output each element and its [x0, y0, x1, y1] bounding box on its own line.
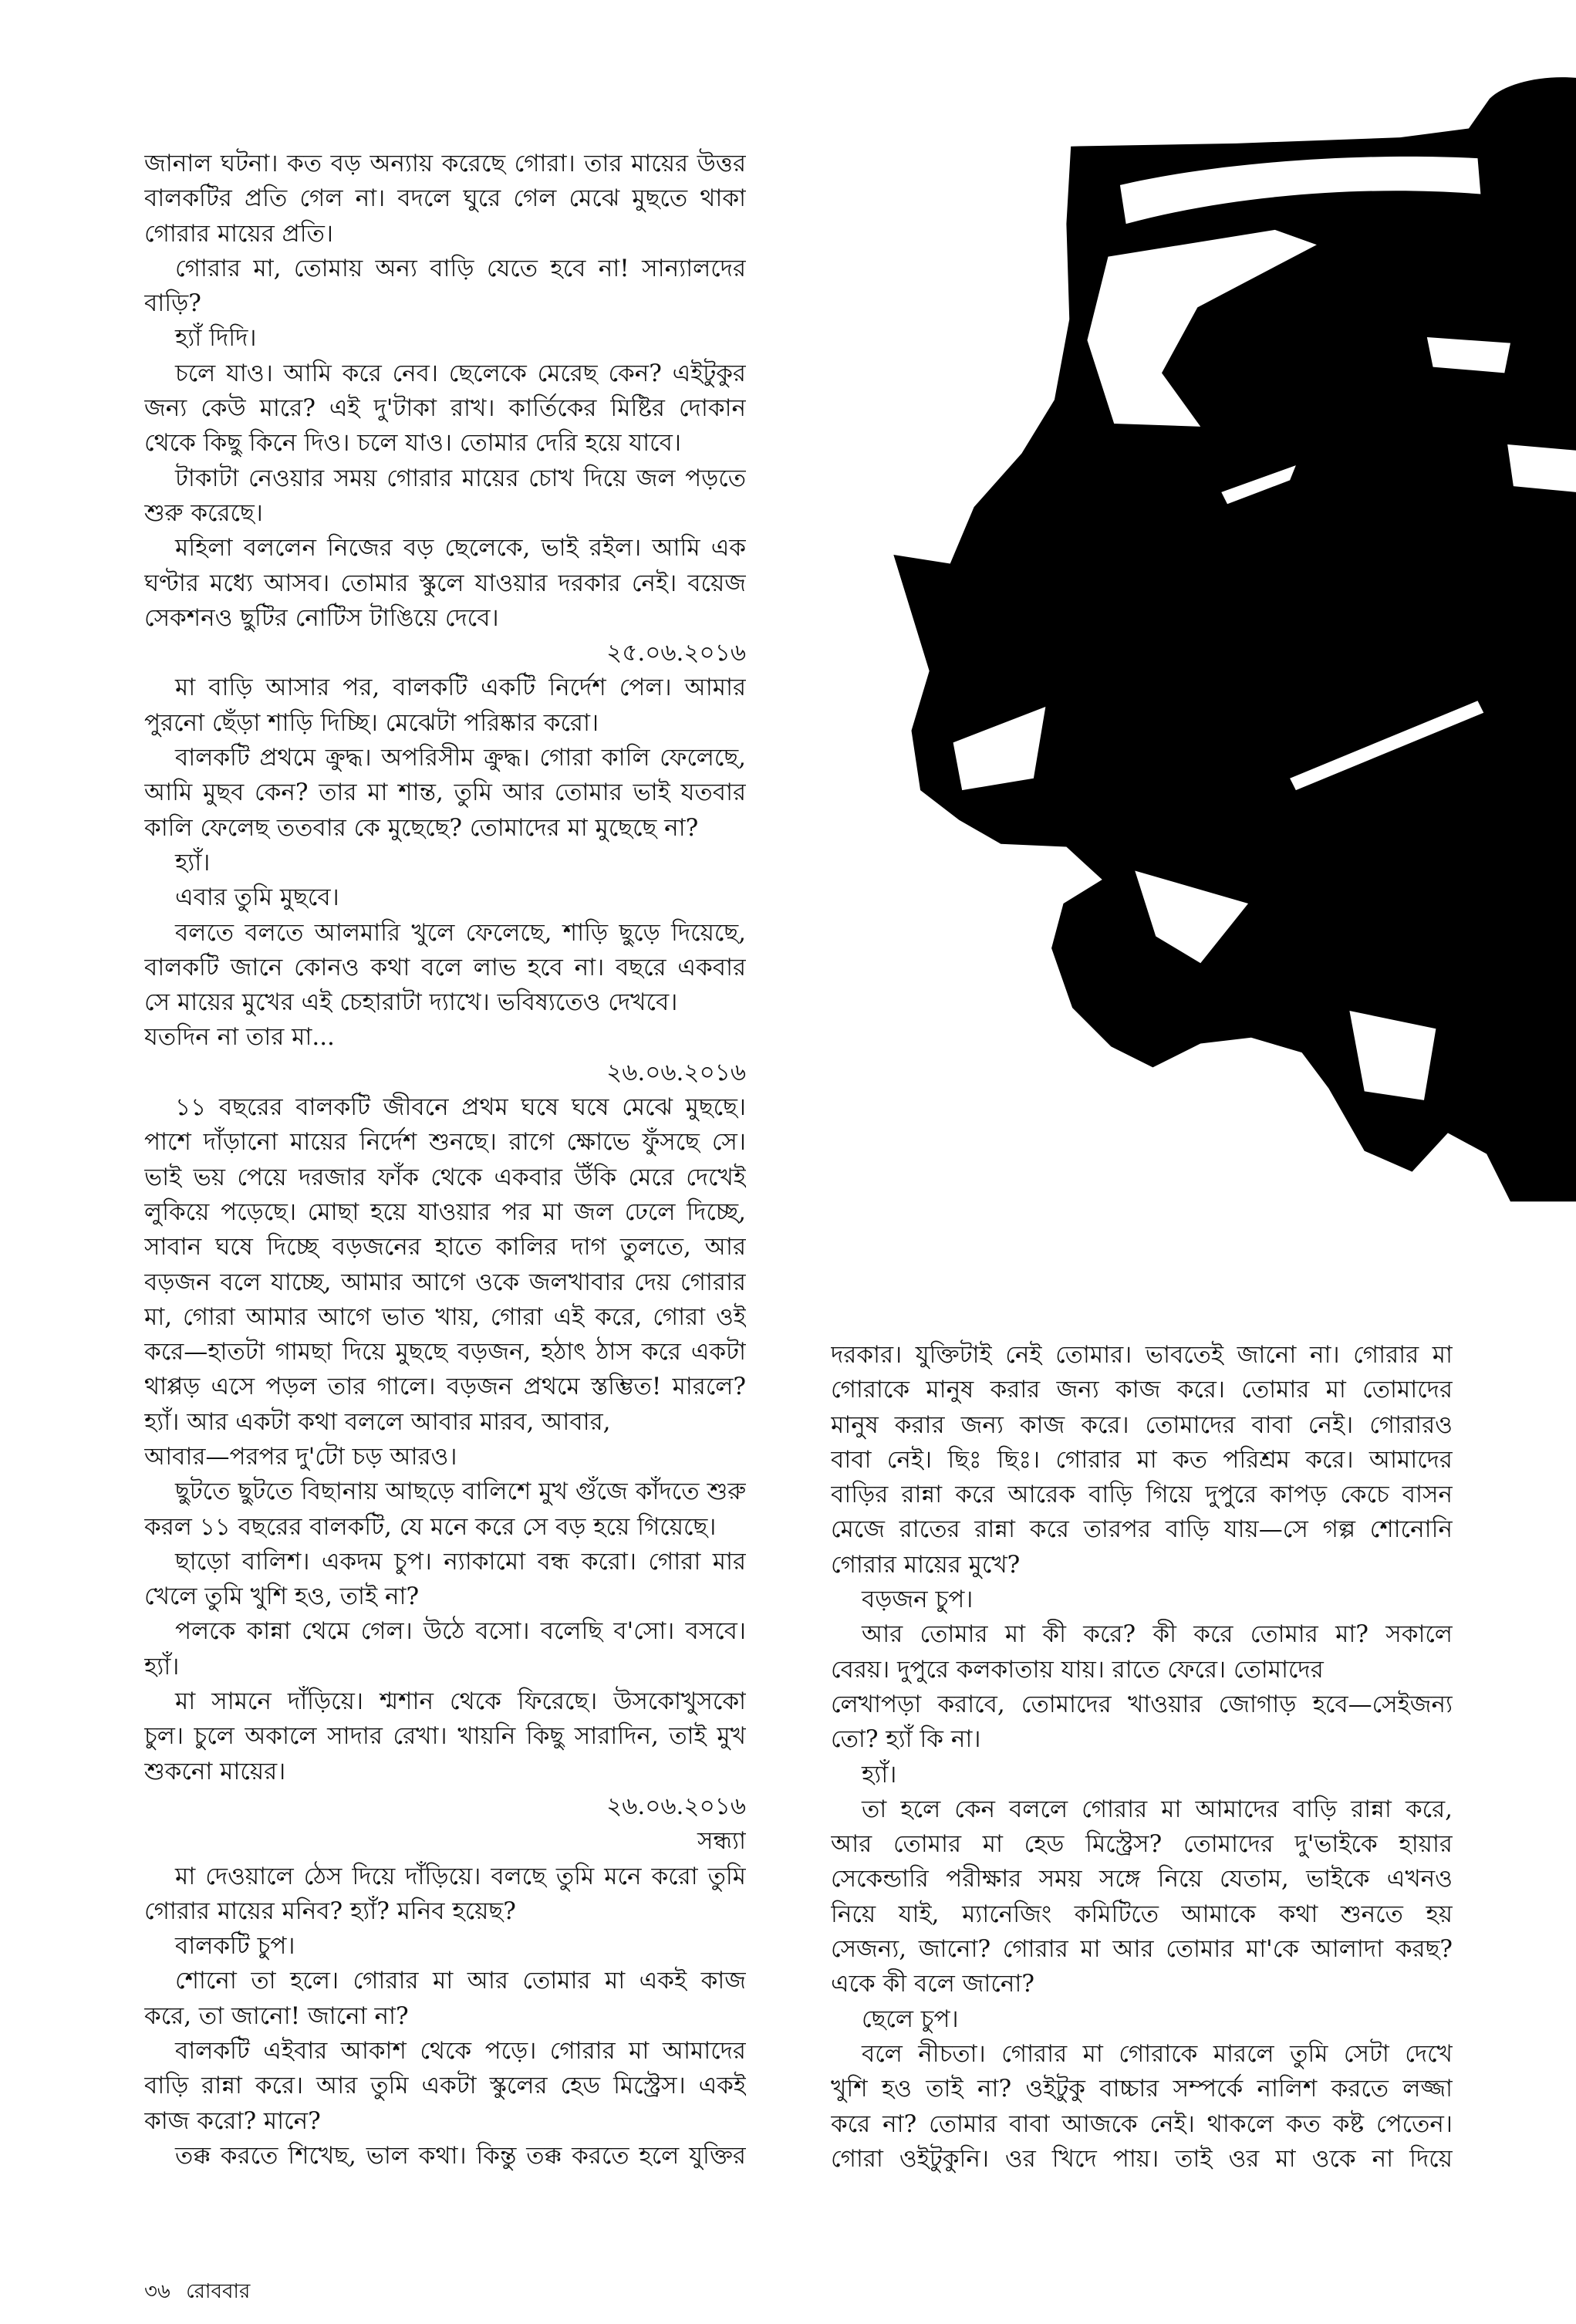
text-line: হ্যাঁ।	[144, 1652, 180, 1681]
text-line: বালকটি প্রথমে ক্রুদ্ধ। অপরিসীম ক্রুদ্ধ। গোরা কালি ফেলেছে,	[175, 744, 746, 772]
text-line: বালকটি এইবার আকাশ থেকে পড়ে। গোরার মা আমাদের	[175, 2037, 746, 2066]
magazine-name: রোববার	[186, 2280, 251, 2303]
text-line: বাড়ি রান্না করে। আর তুমি একটা স্কুলের হেড মিস্ট্রেস। একই	[144, 2072, 746, 2100]
text-line: টাকাটা নেওয়ার সময় গোরার মায়ের চোখ দিয়ে জল পড়তে	[175, 464, 746, 492]
text-line: করে, তা জানো! জানো না?	[144, 2001, 409, 2030]
text-line: বড়জন বলে যাচ্ছে, আমার আগে ওকে জলখাবার দেয় গোরার	[144, 1268, 746, 1296]
text-line: পাশে দাঁড়ানো মায়ের নির্দেশ শুনছে। রাগে ক্ষোভে ফুঁসছে সে।	[144, 1128, 746, 1157]
text-line: জানাল ঘটনা। কত বড় অন্যায় করেছে গোরা। তার মায়ের উত্তর	[144, 150, 746, 177]
text-line: লেখাপড়া করাবে, তোমাদের খাওয়ার জোগাড় হবে—সেইজন্য	[831, 1690, 1453, 1718]
text-line: ভাই ভয় পেয়ে দরজার ফাঁক থেকে একবার উঁকি মেরে দেখেই	[144, 1163, 746, 1191]
text-line: সাবান ঘষে দিচ্ছে বড়জনের হাতে কালির দাগ তুলতে, আর	[144, 1233, 746, 1262]
text-line: খুশি হও তাই না? ওইটুকু বাচ্চার সম্পর্কে নালিশ করতে লজ্জা	[831, 2075, 1453, 2103]
page-footer	[144, 2275, 250, 2309]
text-line: গোরার মায়ের প্রতি।	[144, 219, 334, 248]
text-line: বালকটি জানে কোনও কথা বলে লাভ হবে না। বছরে একবার	[144, 953, 746, 981]
text-line: ছুটতে ছুটতে বিছানায় আছড়ে বালিশে মুখ গুঁজে কাঁদতে শুরু	[175, 1478, 746, 1506]
text-line: মা, গোরা আমার আগে ভাত খায়, গোরা এই করে, গোরা ওই	[144, 1302, 746, 1331]
entry-date: ২৬.০৬.২০১৬	[606, 1058, 746, 1086]
text-line: গোরার মায়ের মনিব? হ্যাঁ? মনিব হয়েছ?	[144, 1897, 516, 1925]
text-line: গোরাকে মানুষ করার জন্য কাজ করে। তোমার মা তোমাদের	[831, 1376, 1453, 1404]
text-line: মেজে রাতের রান্না করে তারপর বাড়ি যায়—সে গল্প শোনোনি	[831, 1515, 1453, 1544]
text-line: তক্ক করতে শিখেছ, ভাল কথা। কিন্তু তক্ক করতে হলে যুক্তির	[175, 2141, 746, 2170]
text-line: সে মায়ের মুখের এই চেহারাটা দ্যাখে। ভবিষ্যতেও দেখবে।	[144, 988, 678, 1017]
text-line: বাবা নেই। ছিঃ ছিঃ। গোরার মা কত পরিশ্রম করে। আমাদের	[831, 1445, 1453, 1474]
entry-date: ২৫.০৬.২০১৬	[606, 639, 746, 667]
text-line: কালি ফেলেছ ততবার কে মুছেছে? তোমাদের মা মুছেছে না?	[144, 813, 699, 842]
text-line: তো? হ্যাঁ কি না।	[831, 1725, 981, 1754]
text-line: মানুষ করার জন্য কাজ করে। তোমাদের বাবা নেই। গোরারও	[831, 1410, 1453, 1439]
text-line: থাপ্পড় এসে পড়ল তার গালে। বড়জন প্রথমে স্তম্ভিত! মারলে?	[144, 1373, 746, 1401]
text-line: ছাড়ো বালিশ। একদম চুপ। ন্যাকামো বন্ধ করো। গোরা মার	[175, 1547, 746, 1576]
text-line: খেলে তুমি খুশি হও, তাই না?	[144, 1583, 420, 1611]
right-text-column	[831, 1338, 1453, 2187]
text-line: বেরয়। দুপুরে কলকাতায় যায়। রাতে ফেরে। তোমাদের	[831, 1655, 1324, 1684]
text-line: মা দেওয়ালে ঠেস দিয়ে দাঁড়িয়ে। বলছে তুমি মনে করো তুমি	[175, 1862, 746, 1890]
text-line: থেকে কিছু কিনে দিও। চলে যাও। তোমার দেরি হয়ে যাবে।	[144, 429, 681, 458]
text-line: আর তোমার মা হেড মিস্ট্রেস? তোমাদের দু'ভাইকে হায়ার	[831, 1830, 1453, 1859]
text-line: আবার—পরপর দু'টো চড় আরও।	[144, 1442, 457, 1471]
text-line: দরকার। যুক্তিটাই নেই তোমার। ভাবতেই জানো না। গোরার মা	[831, 1341, 1453, 1369]
text-line: একে কী বলে জানো?	[831, 1970, 1034, 1998]
entry-date: ২৬.০৬.২০১৬	[606, 1792, 746, 1820]
text-line: গোরার মায়ের মুখে?	[831, 1550, 1021, 1579]
left-text-column	[144, 147, 746, 2184]
text-line: বালকটির প্রতি গেল না। বদলে ঘুরে গেল মেঝে মুছতে থাকা	[144, 184, 746, 213]
ink-white-slit	[1507, 444, 1576, 492]
text-line: করল ১১ বছরের বালকটি, যে মনে করে সে বড় হয়ে গিয়েছে।	[144, 1512, 717, 1541]
text-line: চলে যাও। আমি করে নেব। ছেলেকে মেরেছ কেন? এইটুকুর	[175, 359, 746, 387]
text-line: বড়জন চুপ।	[862, 1586, 974, 1614]
text-line: শোনো তা হলে। গোরার মা আর তোমার মা একই কাজ	[175, 1967, 746, 1995]
text-line: মা বাড়ি আসার পর, বালকটি একটি নির্দেশ পেল। আমার	[175, 674, 746, 702]
text-line: বাড়ি?	[144, 289, 201, 318]
text-line: শুরু করেছে।	[144, 498, 263, 527]
ink-illustration	[879, 75, 1576, 1208]
text-line: করে না? তোমার বাবা আজকে নেই। থাকলে কত কষ্ট পেতেন।	[831, 2110, 1453, 2138]
text-line: মহিলা বললেন নিজের বড় ছেলেকে, ভাই রইল। আমি এক	[175, 534, 746, 562]
text-line: গোরা ওইটুকুনি। ওর খিদে পায়। তাই ওর মা ওকে না দিয়ে	[831, 2144, 1453, 2173]
text-line: কাজ করো? মানে?	[144, 2106, 321, 2135]
text-line: হ্যাঁ। আর একটা কথা বললে আবার মারব, আবার,	[144, 1407, 611, 1436]
text-line: নিয়ে যাই, ম্যানেজিং কমিটিতে আমাকে কথা শুনতে হয়	[831, 1900, 1453, 1928]
text-line: ছেলে চুপ।	[862, 2005, 959, 2033]
text-line: বলতে বলতে আলমারি খুলে ফেলেছে, শাড়ি ছুড়ে দিয়েছে,	[175, 918, 746, 947]
text-line: লুকিয়ে পড়েছে। মোছা হয়ে যাওয়ার পর মা জল ঢেলে দিচ্ছে,	[144, 1197, 746, 1226]
page-number: ৩৬	[144, 2280, 170, 2303]
text-line: তা হলে কেন বললে গোরার মা আমাদের বাড়ি রান্না করে,	[862, 1795, 1453, 1823]
text-line: হ্যাঁ।	[175, 848, 211, 877]
text-line: সেজন্য, জানো? গোরার মা আর তোমার মা'কে আলাদা করছ?	[831, 1935, 1453, 1964]
text-line: আমি মুছব কেন? তার মা শান্ত, তুমি আর তোমার ভাই যতবার	[144, 779, 746, 807]
text-line: গোরার মা, তোমায় অন্য বাড়ি যেতে হবে না! সান্যালদের	[175, 254, 746, 282]
text-line: এবার তুমি মুছবে।	[175, 883, 339, 912]
text-line: ঘণ্টার মধ্যে আসব। তোমার স্কুলে যাওয়ার দরকার নেই। বয়েজ	[144, 569, 746, 597]
text-line: যতদিন না তার মা...	[144, 1023, 335, 1052]
text-line: হ্যাঁ দিদি।	[175, 324, 257, 353]
text-line: বলে নীচতা। গোরার মা গোরাকে মারলে তুমি সেটা দেখে	[862, 2039, 1453, 2068]
text-line: আর তোমার মা কী করে? কী করে তোমার মা? সকালে	[862, 1620, 1453, 1649]
text-line: মা সামনে দাঁড়িয়ে। শ্মশান থেকে ফিরেছে। উসকোখুসকো	[175, 1687, 746, 1716]
text-line: বালকটি চুপ।	[175, 1932, 295, 1961]
text-line: শুকনো মায়ের।	[144, 1757, 286, 1785]
text-line: সেকশনও ছুটির নোটিস টাঙিয়ে দেবে।	[144, 603, 499, 632]
text-line: জন্য কেউ মারে? এই দু'টাকা রাখ। কার্তিকের মিষ্টির দোকান	[144, 394, 746, 423]
entry-time-of-day: সন্ধ্যা	[697, 1827, 746, 1856]
text-line: করে—হাতটা গামছা দিয়ে মুছছে বড়জন, হঠাৎ ঠাস করে একটা	[144, 1338, 746, 1366]
text-line: বাড়ির রান্না করে আরেক বাড়ি গিয়ে দুপুরে কাপড় কেচে বাসন	[831, 1481, 1453, 1509]
text-line: পলকে কান্না থেমে গেল। উঠে বসো। বলেছি ব'সো। বসবে।	[175, 1617, 746, 1646]
text-line: সেকেন্ডারি পরীক্ষার সময় সঙ্গে নিয়ে যেতাম, ভাইকে এখনও	[831, 1865, 1453, 1893]
text-line: হ্যাঁ।	[862, 1760, 897, 1789]
text-line: চুল। চুলে অকালে সাদার রেখা। খায়নি কিছু সারাদিন, তাই মুখ	[144, 1722, 746, 1751]
text-line: পুরনো ছেঁড়া শাড়ি দিচ্ছি। মেঝেটা পরিষ্কার করো।	[144, 708, 599, 737]
text-line: ১১ বছরের বালকটি জীবনে প্রথম ঘষে ঘষে মেঝে মুছছে।	[175, 1093, 746, 1122]
